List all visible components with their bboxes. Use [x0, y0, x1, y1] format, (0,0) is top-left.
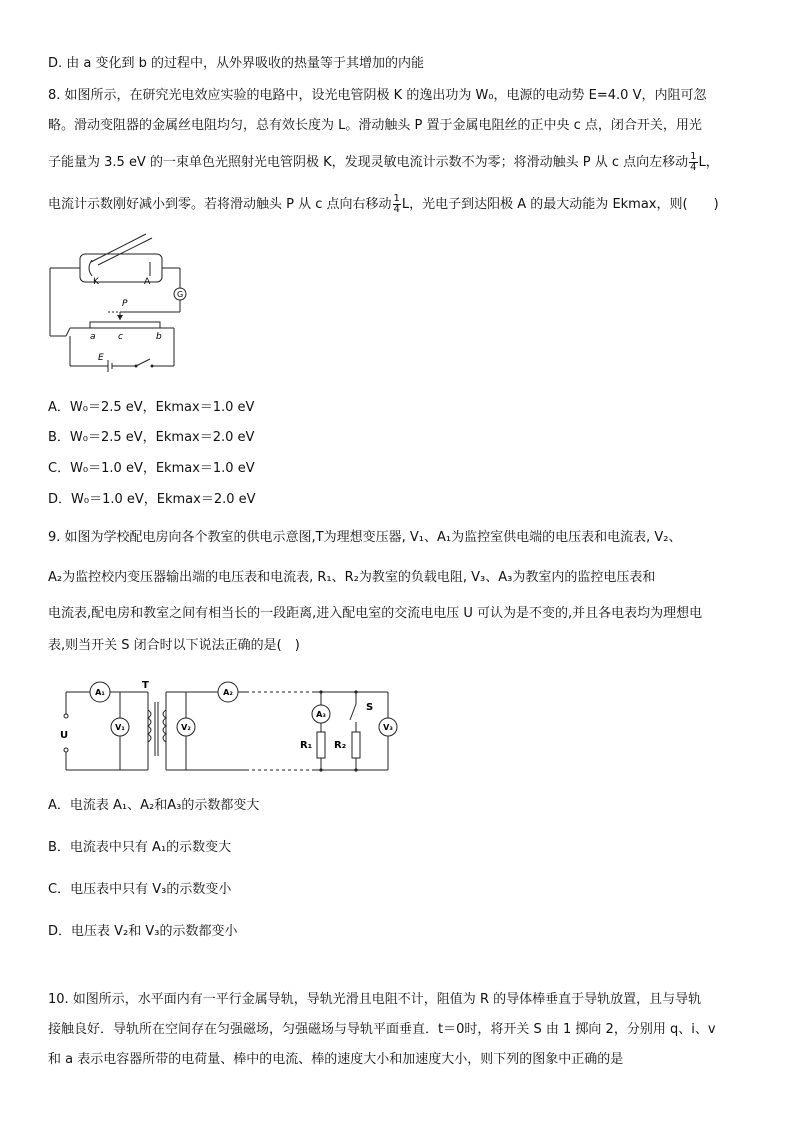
voltmeter-v1-label: V₁	[115, 723, 125, 732]
q8-option-a: A．W₀＝2.5 eV，Ekmax＝1.0 eV	[48, 400, 255, 415]
fraction-denominator: 4	[393, 204, 400, 215]
point-a-label: a	[90, 332, 96, 342]
q8-stem-line-3a: 子能量为 3.5 eV 的一束单色光照射光电管阴极 K，发现灵敏电流计示数不为零；将滑动触头 P 从 c 点向左移动	[48, 155, 689, 170]
resistor-r2-label: R₂	[334, 740, 347, 751]
galvanometer-label: G	[177, 290, 184, 299]
emf-label: E	[98, 353, 104, 363]
point-b-label: b	[156, 332, 162, 342]
voltmeter-v3-label: V₃	[383, 723, 393, 732]
source-voltage-label: U	[60, 730, 69, 741]
q10-stem-line-2: 接触良好．导轨所在空间存在匀强磁场，匀强磁场与导轨平面垂直．t＝0时，将开关 S 由 1 掷向 2，分别用 q、i、v	[48, 1022, 716, 1037]
fraction-numerator: 1	[690, 151, 697, 162]
q9-option-d: D．电压表 V₂和 V₃的示数都变小	[48, 924, 238, 939]
q8-stem-line-4a: 电流计示数刚好减小到零。若将滑动触头 P 从 c 点向右移动	[48, 197, 392, 212]
q8-stem-line-2: 略。滑动变阻器的金属丝电阻均匀，总有效长度为 L。滑动触头 P 置于金属电阻丝的正中央 c 点，闭合开关，用光	[48, 118, 702, 133]
q8-stem-line-3b: L，	[698, 155, 719, 170]
q9-stem-line-3: 电流表,配电房和教室之间有相当长的一段距离,进入配电室的交流电电压 U 可认为是不变的,并且各电表均为理想电	[48, 606, 703, 621]
q8-photoelectric-circuit-figure	[46, 232, 196, 382]
fraction-denominator: 4	[690, 162, 697, 173]
q8-option-b: B．W₀＝2.5 eV，Ekmax＝2.0 eV	[48, 430, 255, 445]
q8-stem-line-4b: L，光电子到达阳极 A 的最大动能为 Ekmax，则( )	[401, 197, 719, 212]
ammeter-a2-label: A₂	[223, 688, 233, 697]
q8-option-d: D．W₀＝1.0 eV，Ekmax＝2.0 eV	[48, 492, 256, 507]
ammeter-a3-label: A₃	[316, 710, 326, 719]
transformer-label: T	[142, 680, 149, 691]
fraction	[689, 152, 697, 173]
ammeter-a1-label: A₁	[95, 688, 105, 697]
q9-option-b: B．电流表中只有 A₁的示数变大	[48, 840, 232, 855]
q10-stem-line-3: 和 a 表示电容器所带的电荷量、棒中的电流、棒的速度大小和加速度大小，则下列的图象中正确的是	[48, 1052, 624, 1067]
fraction-numerator: 1	[393, 193, 400, 204]
q8-stem-line-4	[48, 194, 719, 215]
slider-label: P	[122, 299, 128, 309]
q8-option-c: C．W₀＝1.0 eV，Ekmax＝1.0 eV	[48, 461, 255, 476]
voltmeter-v2-label: V₂	[181, 723, 191, 732]
cathode-label: K	[93, 277, 99, 287]
q8-stem-line-1: 8. 如图所示，在研究光电效应实验的电路中，设光电管阴极 K 的逸出功为 W₀，电源的电动势 E=4.0 V，内阻可忽	[48, 88, 707, 103]
fraction	[393, 194, 401, 215]
q9-stem-line-1: 9. 如图为学校配电房向各个教室的供电示意图,T为理想变压器, V₁、A₁为监控室供电端的电压表和电流表, V₂、	[48, 530, 682, 545]
q9-distribution-circuit-figure	[56, 676, 406, 776]
anode-label: A	[144, 277, 151, 287]
q9-option-c: C．电压表中只有 V₃的示数变小	[48, 882, 232, 897]
q9-option-a: A．电流表 A₁、A₂和A₃的示数都变大	[48, 798, 260, 813]
point-c-label: c	[118, 332, 123, 342]
q10-stem-line-1: 10. 如图所示，水平面内有一平行金属导轨，导轨光滑且电阻不计，阻值为 R 的导体棒垂直于导轨放置，且与导轨	[48, 992, 702, 1007]
q9-stem-line-2: A₂为监控校内变压器输出端的电压表和电流表, R₁、R₂为教室的负载电阻, V₃、A₃为教室内的监控电压表和	[48, 570, 656, 585]
q8-stem-line-3	[48, 152, 719, 173]
switch-label: S	[366, 702, 374, 713]
resistor-r1-label: R₁	[300, 740, 313, 751]
q7-option-d: D. 由 a 变化到 b 的过程中，从外界吸收的热量等于其增加的内能	[48, 56, 425, 71]
q9-stem-line-4: 表,则当开关 S 闭合时以下说法正确的是( )	[48, 638, 300, 653]
